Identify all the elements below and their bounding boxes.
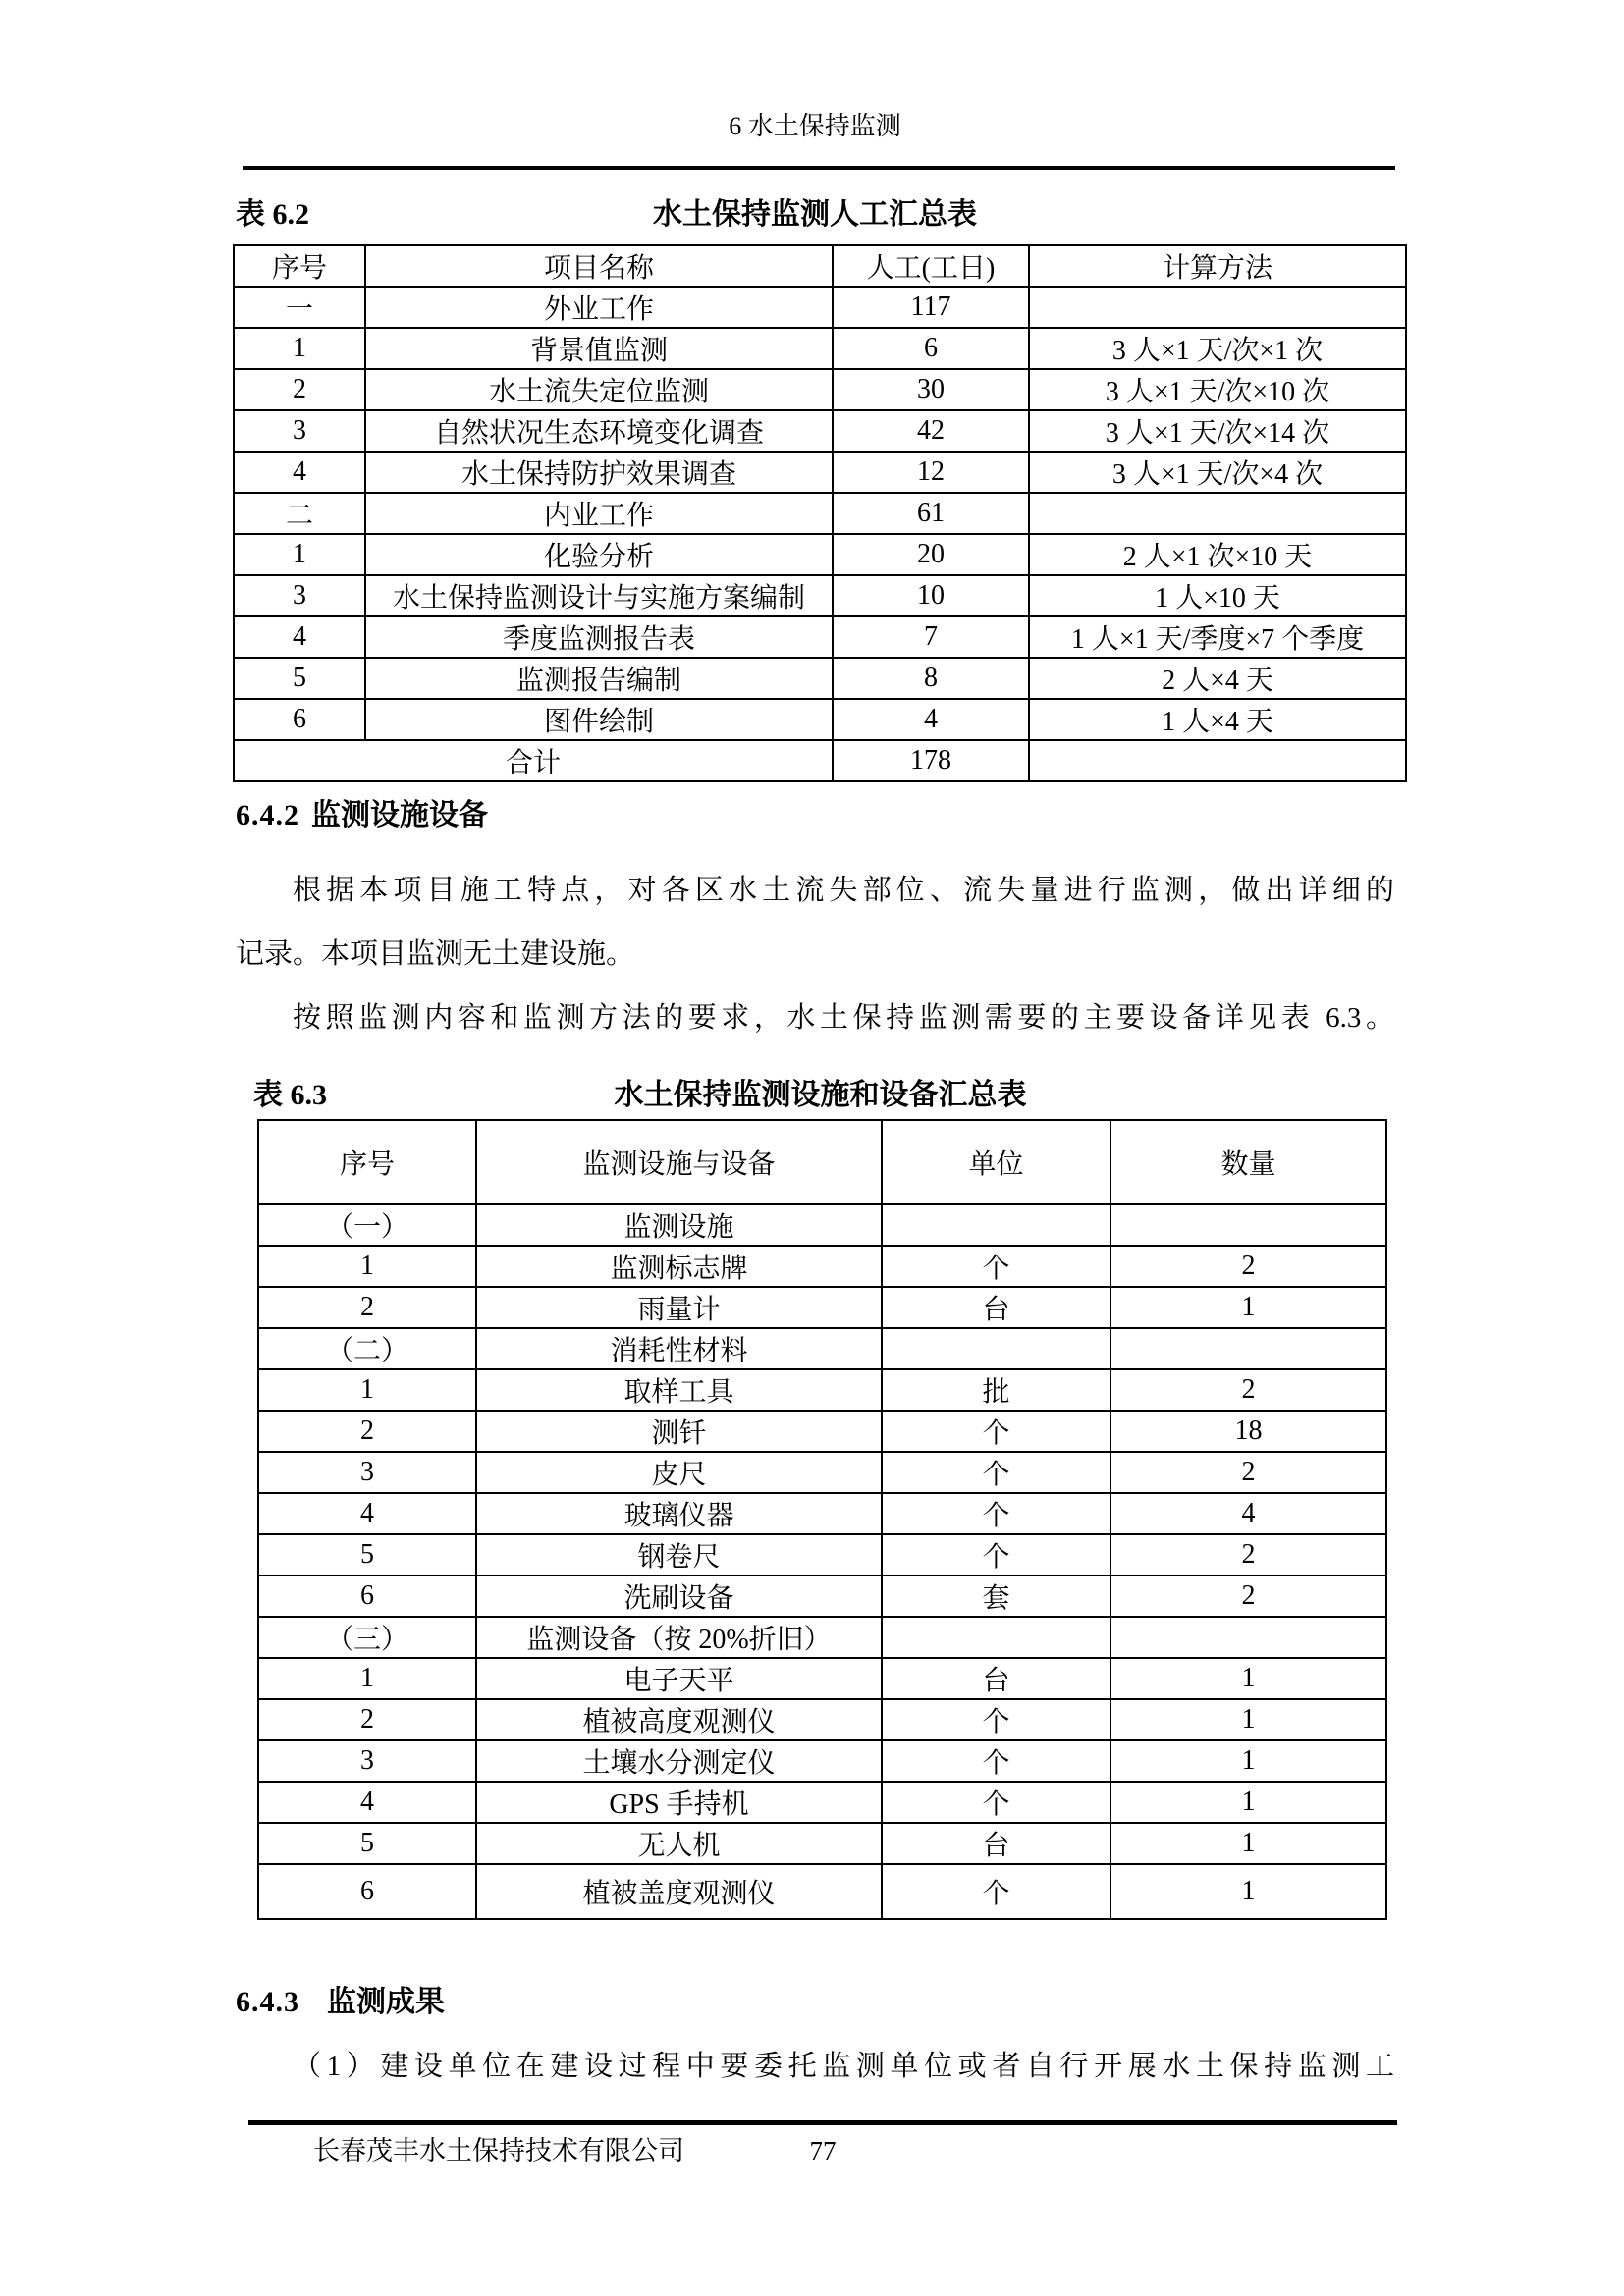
table-cell: 2: [1110, 1534, 1386, 1575]
equipment-summary-table: [257, 1119, 1387, 1920]
table-cell: 背景值监测: [365, 328, 833, 369]
table-cell: 皮尺: [476, 1452, 882, 1493]
table-cell: 二: [234, 493, 365, 534]
table-row: [234, 616, 1406, 658]
table-row: [234, 369, 1406, 410]
table-cell: 10: [833, 575, 1029, 616]
table-cell: 1: [1110, 1740, 1386, 1782]
table-row: [258, 1328, 1386, 1369]
table-cell: （二）: [258, 1328, 476, 1369]
table-row: [234, 245, 1406, 287]
table-row: [258, 1740, 1386, 1782]
table-cell: 个: [882, 1699, 1110, 1740]
table-cell: 季度监测报告表: [365, 616, 833, 658]
table-cell: 雨量计: [476, 1287, 882, 1328]
table-cell: 3 人×1 天/次×4 次: [1029, 452, 1406, 493]
table-cell: 1: [258, 1246, 476, 1287]
table-cell: 3: [234, 575, 365, 616]
table-cell: 6: [833, 328, 1029, 369]
table-cell: 1 人×10 天: [1029, 575, 1406, 616]
table-cell: 玻璃仪器: [476, 1493, 882, 1534]
table-row: [234, 575, 1406, 616]
table62-caption-label: 表 6.2: [236, 198, 309, 231]
table-cell: 水土流失定位监测: [365, 369, 833, 410]
table-row: [258, 1575, 1386, 1617]
table-row: [258, 1369, 1386, 1411]
table-row: [258, 1617, 1386, 1658]
table-cell: 4: [1110, 1493, 1386, 1534]
table-cell: 1: [1110, 1699, 1386, 1740]
table-cell: 内业工作: [365, 493, 833, 534]
table-row: [258, 1699, 1386, 1740]
table-cell: 3 人×1 天/次×1 次: [1029, 328, 1406, 369]
table-cell: 2 人×4 天: [1029, 658, 1406, 699]
table-cell: 套: [882, 1575, 1110, 1617]
table-cell: 20: [833, 534, 1029, 575]
table-cell: 个: [882, 1246, 1110, 1287]
table-cell: 2: [1110, 1246, 1386, 1287]
table-cell: 水土保持防护效果调查: [365, 452, 833, 493]
section-number-642: 6.4.2: [236, 799, 299, 831]
table-cell: 序号: [258, 1120, 476, 1204]
table-cell: [1029, 493, 1406, 534]
section-title-643: 监测成果: [327, 1986, 445, 2018]
table-cell: 42: [833, 410, 1029, 452]
table62-title: 水土保持监测人工汇总表: [653, 198, 977, 231]
table-cell: 1 人×1 天/季度×7 个季度: [1029, 616, 1406, 658]
table-cell: 外业工作: [365, 287, 833, 328]
table-cell: [1029, 287, 1406, 328]
table-cell: 自然状况生态环境变化调查: [365, 410, 833, 452]
table-row: [258, 1534, 1386, 1575]
table-cell: （一）: [258, 1204, 476, 1246]
table-cell: [882, 1204, 1110, 1246]
table-cell: 个: [882, 1452, 1110, 1493]
section-title-642: 监测设施设备: [311, 799, 488, 831]
table-cell: [1110, 1328, 1386, 1369]
table-cell: 4: [833, 699, 1029, 740]
table-cell: 7: [833, 616, 1029, 658]
table-cell: 项目名称: [365, 245, 833, 287]
table-cell: 个: [882, 1411, 1110, 1452]
table-row: [258, 1120, 1386, 1204]
table-row: [258, 1658, 1386, 1699]
table-cell: 台: [882, 1658, 1110, 1699]
table-cell: 2: [1110, 1452, 1386, 1493]
table-cell: 2: [234, 369, 365, 410]
table-cell: 图件绘制: [365, 699, 833, 740]
table-cell: 植被高度观测仪: [476, 1699, 882, 1740]
page-footer: [248, 2133, 1397, 2168]
table-cell: 监测设备（按 20%折旧）: [476, 1617, 882, 1658]
table-cell: 个: [882, 1534, 1110, 1575]
table-row: [234, 287, 1406, 328]
labor-summary-table: [233, 244, 1407, 782]
table-cell: 监测报告编制: [365, 658, 833, 699]
table-cell: 监测设施与设备: [476, 1120, 882, 1204]
table-cell: 一: [234, 287, 365, 328]
paragraph-line: （1）建设单位在建设过程中要委托监测单位或者自行开展水土保持监测工: [293, 2051, 1394, 2082]
table-cell: 1: [258, 1369, 476, 1411]
table-cell: 2: [1110, 1575, 1386, 1617]
table-cell: 序号: [234, 245, 365, 287]
table-cell: 2: [258, 1287, 476, 1328]
table-cell: （三）: [258, 1617, 476, 1658]
table-cell: 4: [234, 452, 365, 493]
table-row: [258, 1493, 1386, 1534]
table-cell: 1 人×4 天: [1029, 699, 1406, 740]
footer-page-number: 77: [809, 2136, 837, 2165]
table-cell: 无人机: [476, 1823, 882, 1864]
table63-caption: [253, 1076, 1387, 1115]
table-cell: 6: [258, 1864, 476, 1919]
table-row: [234, 740, 1406, 781]
table-row: [258, 1864, 1386, 1919]
table-cell: 1: [234, 328, 365, 369]
table-cell: 测钎: [476, 1411, 882, 1452]
table-cell: 4: [234, 616, 365, 658]
section-heading-642: [236, 790, 1624, 833]
table-row: [258, 1823, 1386, 1864]
table-cell: 1: [234, 534, 365, 575]
footer-company-name: 长春茂丰水土保持技术有限公司: [313, 2136, 684, 2165]
table-cell: 6: [234, 699, 365, 740]
table-row: [258, 1246, 1386, 1287]
table-cell: 个: [882, 1864, 1110, 1919]
table-cell: 2: [258, 1699, 476, 1740]
table-cell: 化验分析: [365, 534, 833, 575]
table-cell: 植被盖度观测仪: [476, 1864, 882, 1919]
table-row: [234, 534, 1406, 575]
table-cell: 台: [882, 1287, 1110, 1328]
table-row: [234, 410, 1406, 452]
table-cell: 5: [258, 1534, 476, 1575]
table-cell: 8: [833, 658, 1029, 699]
table-cell: [882, 1617, 1110, 1658]
table-cell: 5: [234, 658, 365, 699]
table-cell: 取样工具: [476, 1369, 882, 1411]
paragraph-line: 按照监测内容和监测方法的要求，水土保持监测需要的主要设备详见表 6.3。: [293, 1002, 1394, 1034]
table-cell: 3: [234, 410, 365, 452]
section-number-643: 6.4.3: [236, 1986, 299, 2018]
table-cell: 30: [833, 369, 1029, 410]
table-row: [234, 452, 1406, 493]
table-cell: [1110, 1617, 1386, 1658]
table-cell: 3: [258, 1452, 476, 1493]
table-cell: 1: [1110, 1823, 1386, 1864]
table-cell: 个: [882, 1740, 1110, 1782]
table-cell: 洗刷设备: [476, 1575, 882, 1617]
table63-caption-label: 表 6.3: [253, 1079, 327, 1111]
table-cell: 117: [833, 287, 1029, 328]
table-cell: [882, 1328, 1110, 1369]
table-cell: [1110, 1204, 1386, 1246]
table-cell: 3 人×1 天/次×10 次: [1029, 369, 1406, 410]
table-cell: 1: [258, 1658, 476, 1699]
table-cell: 电子天平: [476, 1658, 882, 1699]
table-row: [258, 1204, 1386, 1246]
table-cell: 3 人×1 天/次×14 次: [1029, 410, 1406, 452]
table-row: [258, 1287, 1386, 1328]
table-cell: [1029, 740, 1406, 781]
table-cell: 2: [1110, 1369, 1386, 1411]
table-cell: 批: [882, 1369, 1110, 1411]
table-cell: 台: [882, 1823, 1110, 1864]
table-cell: 61: [833, 493, 1029, 534]
table-cell: 监测设施: [476, 1204, 882, 1246]
table-cell: 4: [258, 1782, 476, 1823]
table-cell: 1: [1110, 1864, 1386, 1919]
table-cell: 个: [882, 1493, 1110, 1534]
table-cell: 钢卷尺: [476, 1534, 882, 1575]
paragraph-line: 根据本项目施工特点，对各区水土流失部位、流失量进行监测，做出详细的: [293, 875, 1394, 906]
table-cell: 人工(工日): [833, 245, 1029, 287]
section-heading-643: [236, 1977, 1624, 2020]
table-cell: 1: [1110, 1658, 1386, 1699]
table-row: [234, 658, 1406, 699]
table-row: [234, 699, 1406, 740]
table-row: [234, 328, 1406, 369]
table62-caption: [236, 195, 1394, 235]
table-cell: 监测标志牌: [476, 1246, 882, 1287]
table-cell: 单位: [882, 1120, 1110, 1204]
running-header-title: 6 水土保持监测: [729, 112, 901, 140]
table-cell: 个: [882, 1782, 1110, 1823]
paragraph-line: 记录。本项目监测无土建设施。: [236, 938, 635, 970]
table-cell: 5: [258, 1823, 476, 1864]
table-cell: GPS 手持机: [476, 1782, 882, 1823]
header-rule: [243, 166, 1395, 170]
table-row: [258, 1782, 1386, 1823]
table-cell: 1: [1110, 1782, 1386, 1823]
table-cell: 土壤水分测定仪: [476, 1740, 882, 1782]
table-cell: 水土保持监测设计与实施方案编制: [365, 575, 833, 616]
table-cell: 消耗性材料: [476, 1328, 882, 1369]
running-header: [236, 0, 1394, 142]
footer-rule: [248, 2120, 1397, 2125]
table-cell: 数量: [1110, 1120, 1386, 1204]
table-cell: 12: [833, 452, 1029, 493]
table-cell: 2: [258, 1411, 476, 1452]
table-cell: 计算方法: [1029, 245, 1406, 287]
table-cell: 3: [258, 1740, 476, 1782]
table-cell: 1: [1110, 1287, 1386, 1328]
table-cell: 合计: [234, 740, 833, 781]
table-row: [258, 1411, 1386, 1452]
table63-title: 水土保持监测设施和设备汇总表: [614, 1079, 1027, 1111]
table-cell: 2 人×1 次×10 天: [1029, 534, 1406, 575]
table-row: [258, 1452, 1386, 1493]
table-cell: 6: [258, 1575, 476, 1617]
table-cell: 18: [1110, 1411, 1386, 1452]
table-cell: 4: [258, 1493, 476, 1534]
table-row: [234, 493, 1406, 534]
table-cell: 178: [833, 740, 1029, 781]
